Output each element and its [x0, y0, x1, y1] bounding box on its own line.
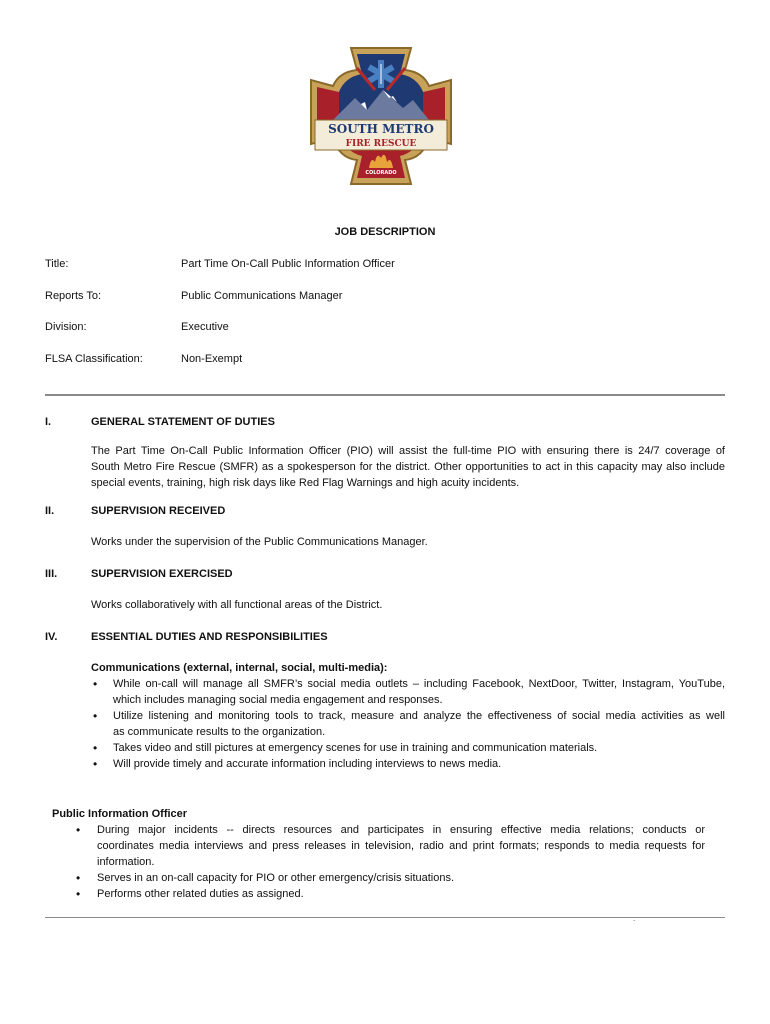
- list-item: [91, 740, 725, 756]
- list-item-line: information.: [97, 856, 155, 868]
- communications-list: [91, 676, 725, 772]
- flsa-value: Non-Exempt: [181, 353, 243, 365]
- title-label: Title:: [45, 258, 69, 270]
- logo-line-fire-rescue: FIRE RESCUE: [345, 139, 417, 149]
- section-1-body: [91, 443, 725, 491]
- list-item-line: • Serves in an on-call capacity for PIO or other emergency/crisis situations.: [97, 872, 455, 884]
- title-value: Part Time On-Call Public Information Officer: [181, 258, 395, 270]
- section-3-number: III.: [45, 568, 58, 580]
- section-4-number: IV.: [45, 631, 58, 643]
- list-item: [91, 756, 725, 772]
- list-item-line: • While on-call will manage all SMFR’s social media outlets – including Facebook, NextDoor, Twitter, Instagram, YouTube,: [113, 678, 725, 690]
- list-item-line: • During major incidents -- directs resources and participates in ensuring effective media relations; conducts or: [97, 824, 705, 836]
- list-item-line: • Will provide timely and accurate information including interviews to news media.: [113, 758, 502, 770]
- section-1-line: special events, training, high risk days like Red Flag Warnings and high acuity incidents.: [91, 477, 520, 489]
- list-item-line: • Takes video and still pictures at emergency scenes for use in training and communication materials.: [113, 742, 598, 754]
- section-1-number: I.: [45, 416, 52, 428]
- list-item-line: coordinates media interviews and press releases in television, radio and print formats; responds to media requests for: [97, 840, 705, 852]
- section-2-body: Works under the supervision of the Public Communications Manager.: [91, 536, 428, 548]
- maltese-cross-emblem: [305, 40, 457, 192]
- list-item: [91, 676, 725, 708]
- list-item: [52, 870, 705, 886]
- pio-block: [52, 806, 705, 902]
- footer-mark: .: [633, 914, 636, 923]
- logo-line-south-metro: SOUTH METRO: [328, 122, 434, 136]
- list-item-line: • Performs other related duties as assigned.: [97, 888, 304, 900]
- header-divider: [45, 394, 725, 396]
- section-3-body: Works collaboratively with all functional areas of the District.: [91, 599, 383, 611]
- communications-heading: Communications (external, internal, social, multi-media):: [91, 662, 388, 674]
- south-metro-fire-rescue-logo: [305, 40, 457, 192]
- list-item-line: which includes managing social media engagement and responses.: [113, 694, 443, 706]
- section-3-heading: SUPERVISION EXERCISED: [91, 568, 233, 580]
- logo-line-colorado: COLORADO: [365, 170, 397, 176]
- division-value: Executive: [181, 321, 229, 333]
- section-1-heading: GENERAL STATEMENT OF DUTIES: [91, 416, 275, 428]
- flsa-label: FLSA Classification:: [45, 353, 143, 365]
- division-label: Division:: [45, 321, 87, 333]
- communications-block: [91, 660, 725, 772]
- section-1-line: South Metro Fire Rescue (SMFR) as a spokesperson for the district. Other opportunities to act in this capacity may also include: [91, 461, 725, 473]
- list-item: [91, 708, 725, 740]
- document-title: JOB DESCRIPTION: [334, 226, 436, 238]
- section-2-heading: SUPERVISION RECEIVED: [91, 505, 226, 517]
- list-item: [52, 886, 705, 902]
- pio-heading: Public Information Officer: [52, 808, 188, 820]
- section-2-number: II.: [45, 505, 55, 517]
- list-item-line: as communicate results to the organization.: [113, 726, 326, 738]
- reports-to-label: Reports To:: [45, 290, 102, 302]
- list-item-line: • Utilize listening and monitoring tools to track, measure and analyze the effectiveness of social media activities as well: [113, 710, 725, 722]
- reports-to-value: Public Communications Manager: [181, 290, 343, 302]
- section-4-heading: ESSENTIAL DUTIES AND RESPONSIBILITIES: [91, 631, 328, 643]
- list-item: [52, 822, 705, 870]
- footer-divider: [45, 917, 725, 918]
- pio-list: [52, 822, 705, 902]
- section-1-line: The Part Time On-Call Public Information Officer (PIO) will assist the full-time PIO with ensuring there is 24/7 coverage of: [91, 445, 725, 457]
